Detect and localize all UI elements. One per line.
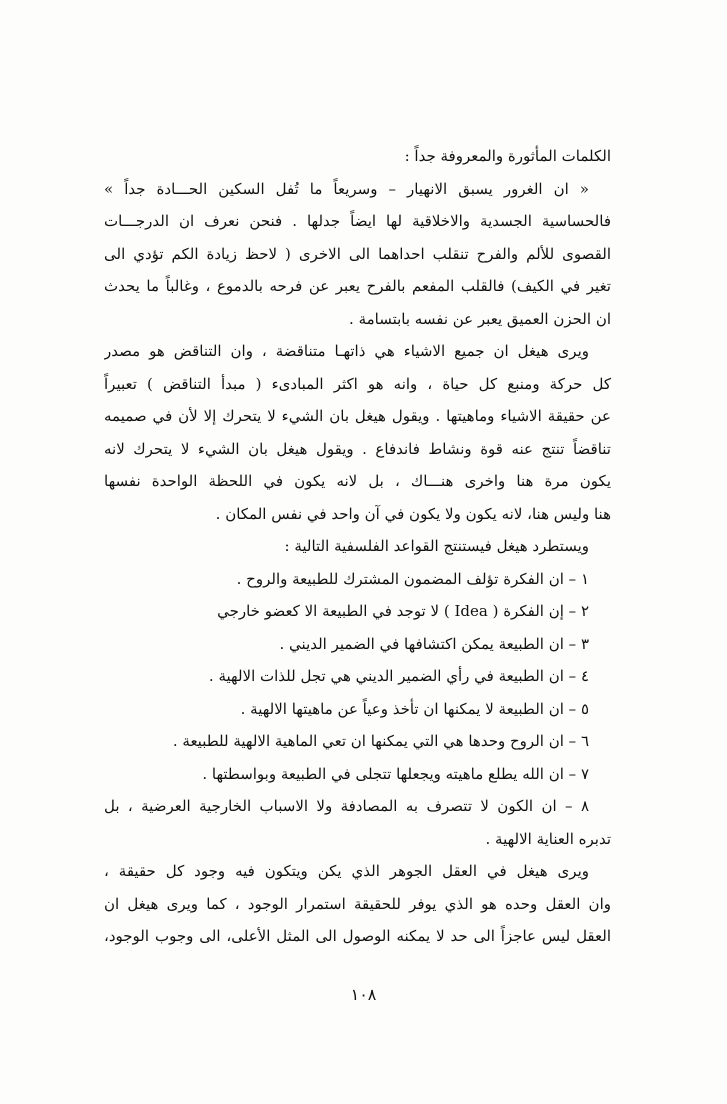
text-line-heading: الكلمات المأثورة والمعروفة جداً : [404,147,611,165]
list-item: ١ – ان الفكرة تؤلف المضمون المشترك للطبيعة والروح . [236,569,589,588]
list-item: ٨ – ان الكون لا تتصرف به المصادفة ولا الاسباب الخارجية العرضية ، بل [104,797,589,815]
text-line: ان الحزن العميق يعبر عن نفسه بابتسامة . [349,309,611,328]
text-line: تغير في الكيف) فالقلب المفعم بالفرح يعبر عن فرحه بالدموع ، وغالباً ما يحدث [104,277,611,295]
list-item: ٥ – ان الطبيعة لا يمكنها ان تأخذ وعياً عن ماهيتها الالهية . [240,699,589,718]
page-number: ١٠٨ [350,985,377,1004]
text-line-quote: « ان الغرور يسبق الانهيار – وسريعاً ما تُفل السكين الحـــادة جداً » [104,179,589,198]
text-line: فالحساسية الجسدية والاخلاقية لها ايضاً جدلها . فنحن نعرف ان الدرجـــات [104,212,611,230]
text-line: تناقضاً تنتج عنه قوة ونشاط فاندفاع . ويقول هيغل بان الشيء لا يتحرك لانه [104,439,611,458]
text-line: القصوى للألم والفرح تنقلب احداهما الى الاخرى ( لاحظ زيادة الكم تؤدي الى [104,244,611,263]
text-line: عن حقيقة الاشياء وماهيتها . ويقول هيغل بان الشيء لا يتحرك إلا لأن في صميمه [104,407,611,425]
text-line-paragraph-start: ويرى هيغل في العقل الجوهر الذي يكن ويتكون فيه وجود كل حقيقة ، [104,862,589,880]
list-item: ٦ – ان الروح وحدها هي التي يمكنها ان تعي الماهية الالهية للطبيعة . [172,732,589,750]
text-line-paragraph-start: ويرى هيغل ان جميع الاشياء هي ذاتهـا متناقضة ، وان التناقض هو مصدر [104,342,589,360]
list-item: ٤ – ان الطبيعة في رأي الضمير الديني هي تجل للذات الالهية . [208,667,589,685]
list-item: ٢ – إن الفكرة ( Idea ) لا توجد في الطبيعة الا كعضو خارجي [217,602,589,620]
text-line: يكون مرة هنا واخرى هنـــاك ، بل لانه يكون في اللحظة الواحدة نفسها [104,472,611,490]
text-line: هنا وليس هنا، لانه يكون ولا يكون في آن واحد في نفس المكان . [215,504,611,523]
text-line: العقل ليس عاجزاً الى حد لا يمكنه الوصول الى المثل الأعلى، الى وجوب الوجود، [104,927,611,945]
list-item: ٣ – ان الطبيعة يمكن اكتشافها في الضمير الديني . [279,634,589,653]
text-line: كل حركة ومنبع كل حياة ، وانه هو اكثر المبادىء ( مبدأ التناقض ) تعبيراً [104,374,611,393]
text-line-paragraph-start: ويستطرد هيغل فيستنتج القواعد الفلسفية التالية : [284,537,589,555]
text-line: وان العقل وحده هو الذي يوفر للحقيقة استمرار الوجود ، كما ويرى هيغل ان [104,894,611,913]
body-text [104,140,611,953]
list-item-continuation: تدبره العناية الالهية . [485,829,611,848]
list-item: ٧ – ان الله يطلع ماهيته ويجعلها تتجلى في الطبيعة وبواسطتها . [202,764,589,783]
